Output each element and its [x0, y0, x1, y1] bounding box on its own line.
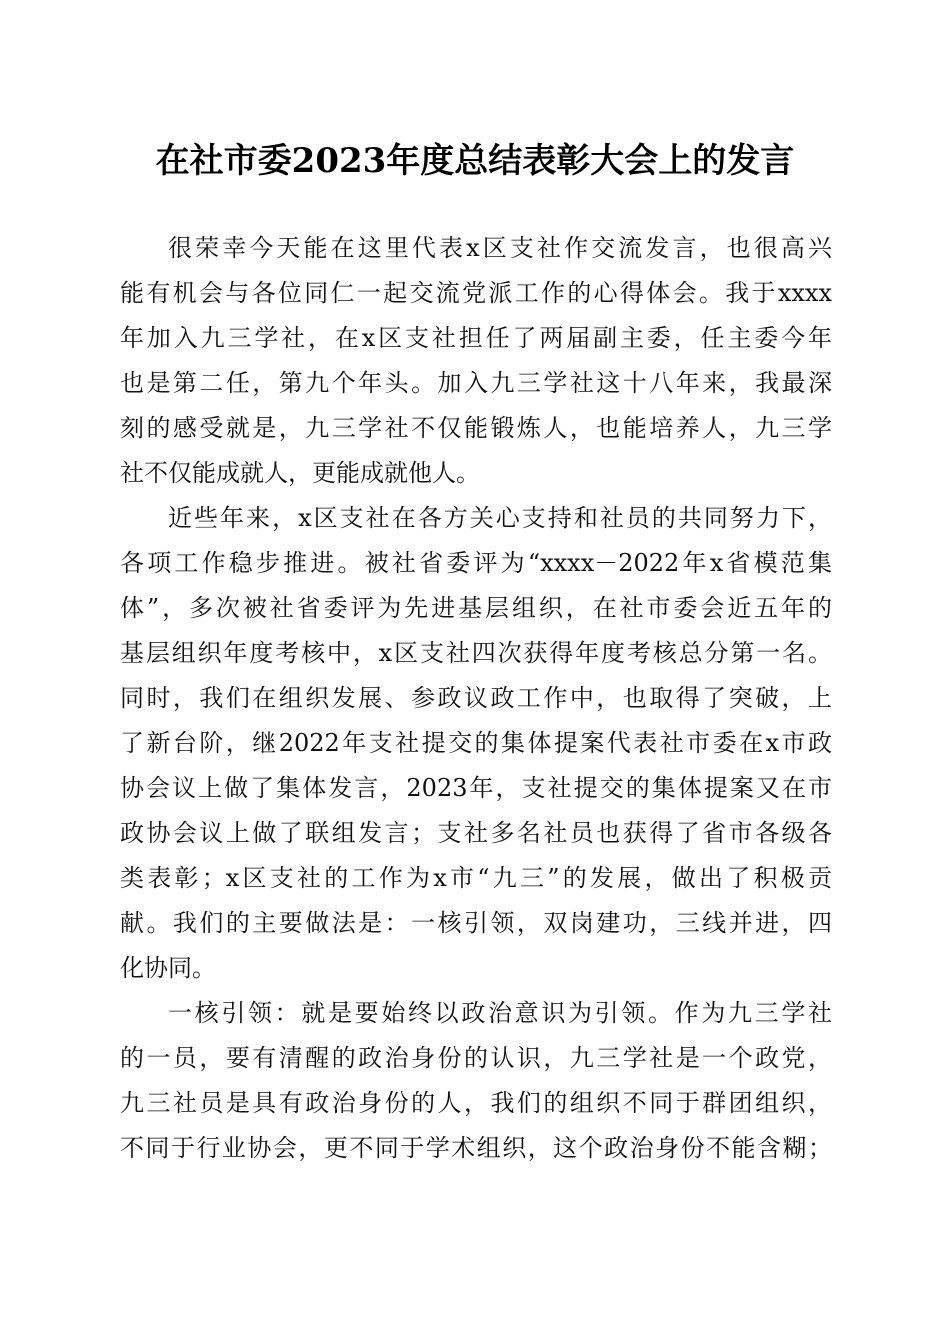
- document-title: 在社市委2023年度总结表彰大会上的发言: [155, 141, 795, 181]
- text-line: 社不仅能成就人，更能成就他人。: [120, 459, 480, 487]
- text-line: 不同于行业协会，更不同于学术组织，这个政治身份不能含糊；: [120, 1134, 832, 1162]
- text-line: 一核引领：就是要始终以政治意识为引领。作为九三学社: [168, 999, 832, 1027]
- text-line: 刻的感受就是，九三学社不仅能锻炼人，也能培养人，九三学: [120, 414, 832, 442]
- text-line: 的一员，要有清醒的政治身份的认识，九三学社是一个政党，: [120, 1044, 832, 1072]
- text-line: 同时，我们在组织发展、参政议政工作中，也取得了突破，上: [120, 684, 832, 712]
- text-line: 各项工作稳步推进。被社省委评为“xxxx－2022年x省模范集: [120, 549, 832, 577]
- text-line: 了新台阶，继2022年支社提交的集体提案代表社市委在x市政: [120, 729, 832, 757]
- document-body: [120, 226, 832, 1171]
- paragraph-1: [120, 226, 832, 496]
- text-line: 九三社员是具有政治身份的人，我们的组织不同于群团组织，: [120, 1089, 832, 1117]
- paragraph-3: [120, 991, 832, 1171]
- text-line: 献。我们的主要做法是：一核引领，双岗建功，三线并进，四: [120, 909, 832, 937]
- text-line: 基层组织年度考核中，x区支社四次获得年度考核总分第一名。: [120, 639, 832, 667]
- text-line: 体”，多次被社省委评为先进基层组织，在社市委会近五年的: [120, 594, 832, 622]
- text-line: 政协会议上做了联组发言；支社多名社员也获得了省市各级各: [120, 819, 832, 847]
- text-line: 协会议上做了集体发言，2023年，支社提交的集体提案又在市: [120, 774, 832, 802]
- text-line: 类表彰；x区支社的工作为x市“九三”的发展，做出了积极贡: [120, 864, 832, 892]
- text-line: 很荣幸今天能在这里代表x区支社作交流发言，也很高兴: [168, 234, 832, 262]
- text-line: 也是第二任，第九个年头。加入九三学社这十八年来，我最深: [120, 369, 832, 397]
- text-line: 年加入九三学社，在x区支社担任了两届副主委，任主委今年: [120, 324, 832, 352]
- text-line: 能有机会与各位同仁一起交流党派工作的心得体会。我于xxxx: [120, 279, 832, 307]
- paragraph-2: [120, 496, 832, 991]
- text-line: 近些年来，x区支社在各方关心支持和社员的共同努力下，: [168, 504, 832, 532]
- text-line: 化协同。: [120, 954, 216, 982]
